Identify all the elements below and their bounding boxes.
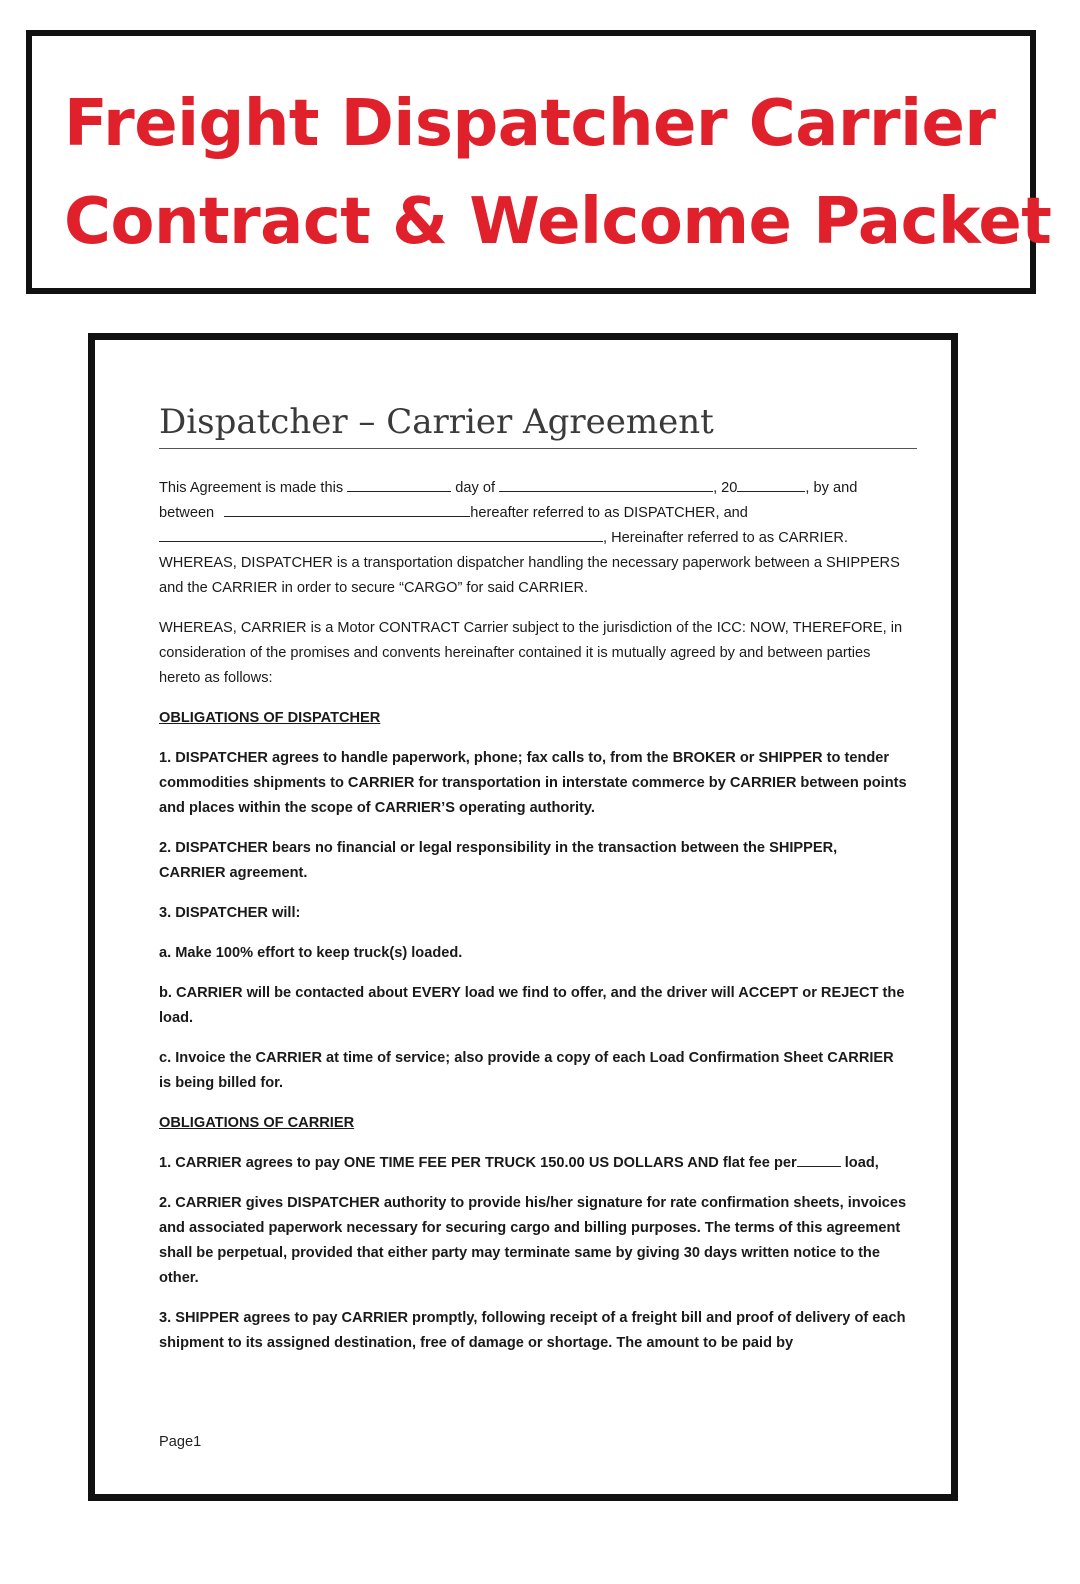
dispatcher-obligation-3b: b. CARRIER will be contacted about EVERY load we find to offer, and the driver will ACCEPT or REJECT the load. (159, 985, 905, 1026)
day-blank (347, 477, 451, 492)
carrier-obligation-2: 2. CARRIER gives DISPATCHER authority to provide his/her signature for rate confirmation sheets, invoices and associated paperwork necessary for securing cargo and billing purposes. The terms of this agreement shall be perpetual, provided that either party may terminate same by giving 30 days written notice to the other. (159, 1195, 907, 1286)
intro-line-3 (159, 526, 907, 551)
carrier-fee-text: 1. CARRIER agrees to pay ONE TIME FEE PER TRUCK 150.00 US DOLLARS AND flat fee per (159, 1155, 797, 1171)
intro-text-year: , 20 (713, 480, 738, 496)
document-body (159, 476, 907, 1371)
dispatcher-obligation-2: 2. DISPATCHER bears no financial or legal responsibility in the transaction between the SHIPPER, CARRIER agreement. (159, 840, 838, 881)
dispatcher-obligation-3a: a. Make 100% effort to keep truck(s) loaded. (159, 945, 463, 961)
intro-text-day-of: day of (455, 480, 496, 496)
carrier-obligations-heading: OBLIGATIONS OF CARRIER (159, 1115, 355, 1131)
intro-paragraph (159, 476, 907, 551)
year-blank (737, 477, 805, 492)
dispatcher-obligation-3: 3. DISPATCHER will: (159, 905, 301, 921)
dispatcher-obligation-1: 1. DISPATCHER agrees to handle paperwork, phone; fax calls to, from the BROKER or SHIPPER to tender commodities shipments to CARRIER for transportation in interstate commerce by CARRIER between points and places within the scope of CARRIER’S operating authority. (159, 750, 907, 816)
banner-title-line-2: Contract & Welcome Packet (64, 185, 1052, 259)
carrier-fee-text-load: load, (844, 1155, 879, 1171)
intro-line-1 (159, 476, 907, 501)
document-title: Dispatcher – Carrier Agreement (159, 400, 917, 449)
whereas-carrier-paragraph: WHEREAS, CARRIER is a Motor CONTRACT Carrier subject to the jurisdiction of the ICC: NOW, THEREFORE, in consideration of the promises and convents hereinafter contained it is mutually agreed by and between parties hereto as follows: (159, 620, 903, 686)
carrier-name-blank (159, 527, 603, 542)
load-fee-blank (797, 1152, 841, 1167)
month-blank (499, 477, 713, 492)
intro-text-made-this: This Agreement is made this (159, 480, 344, 496)
title-banner (26, 30, 1052, 294)
intro-text-carrier: , Hereinafter referred to as CARRIER. (603, 530, 848, 546)
whereas-dispatcher-paragraph: WHEREAS, DISPATCHER is a transportation dispatcher handling the necessary paperwork between a SHIPPERS and the CARRIER in order to secure “CARGO” for said CARRIER. (159, 555, 900, 596)
dispatcher-obligations-heading: OBLIGATIONS OF DISPATCHER (159, 710, 381, 726)
intro-line-2 (159, 501, 907, 526)
carrier-obligation-3: 3. SHIPPER agrees to pay CARRIER promptly, following receipt of a freight bill and proof of delivery of each shipment to its assigned destination, free of damage or shortage. The amount to be paid by (159, 1310, 906, 1351)
banner-title-line-1: Freight Dispatcher Carrier (64, 87, 996, 161)
carrier-obligation-1 (159, 1151, 907, 1176)
intro-text-dispatcher: hereafter referred to as DISPATCHER, and (470, 505, 748, 521)
intro-text-between: between (159, 505, 215, 521)
dispatcher-obligation-3c: c. Invoice the CARRIER at time of service; also provide a copy of each Load Confirmation Sheet CARRIER is being billed for. (159, 1050, 894, 1091)
dispatcher-name-blank (224, 502, 470, 517)
intro-text-by-and: , by and (805, 480, 858, 496)
document-page (88, 333, 958, 1501)
page-number: Page1 (159, 1434, 202, 1450)
